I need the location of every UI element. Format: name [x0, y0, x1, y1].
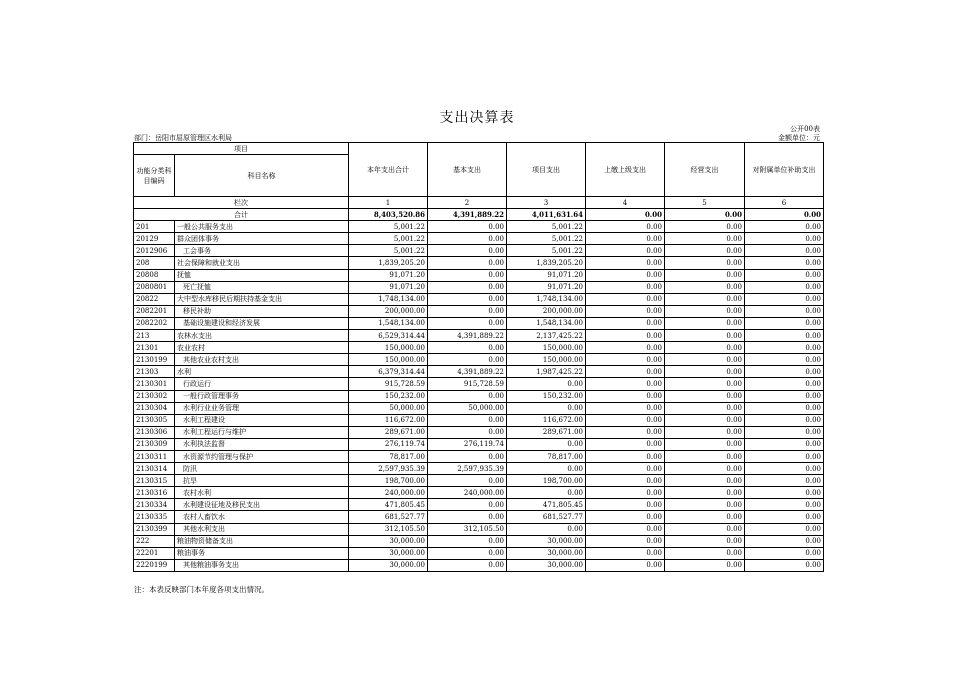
- row-value: 150,000.00: [349, 354, 428, 366]
- row-value: 0.00: [745, 330, 824, 342]
- table-row: [134, 547, 824, 559]
- row-value: 681,527.77: [507, 511, 586, 523]
- row-value: 0.00: [428, 305, 507, 317]
- row-value: 0.00: [745, 221, 824, 233]
- total-row: [134, 209, 824, 221]
- row-name: 其他粮油事务支出: [175, 559, 349, 571]
- row-value: 0.00: [586, 354, 665, 366]
- row-value: 312,105.50: [428, 523, 507, 535]
- table-row: [134, 414, 824, 426]
- row-value: 471,805.45: [507, 499, 586, 511]
- row-name: 农村水利: [175, 487, 349, 499]
- table-row: [134, 221, 824, 233]
- row-code: 2012906: [134, 245, 175, 257]
- table-row: [134, 402, 824, 414]
- row-value: 0.00: [745, 245, 824, 257]
- row-value: 198,700.00: [349, 475, 428, 487]
- row-value: 0.00: [428, 390, 507, 402]
- row-code: 2130399: [134, 523, 175, 535]
- row-value: 0.00: [665, 233, 745, 245]
- table-row: [134, 354, 824, 366]
- row-value: 30,000.00: [349, 535, 428, 547]
- row-value: 0.00: [665, 317, 745, 329]
- row-value: 0.00: [745, 511, 824, 523]
- row-value: 30,000.00: [349, 547, 428, 559]
- header-basic: 基本支出: [428, 143, 507, 197]
- row-value: 0.00: [586, 499, 665, 511]
- table-row: [134, 330, 824, 342]
- row-value: 0.00: [586, 366, 665, 378]
- row-value: 5,001.22: [507, 233, 586, 245]
- row-value: 4,391,889.22: [428, 330, 507, 342]
- table-row: [134, 390, 824, 402]
- row-code: 2130304: [134, 402, 175, 414]
- row-value: 6,529,314.44: [349, 330, 428, 342]
- header-func-code: 功能分类科目编码: [134, 155, 175, 197]
- column-index-label: 栏次: [134, 197, 349, 209]
- table-row: [134, 487, 824, 499]
- row-name: 抗旱: [175, 475, 349, 487]
- row-value: 30,000.00: [507, 547, 586, 559]
- row-value: 0.00: [665, 402, 745, 414]
- row-value: 0.00: [665, 463, 745, 475]
- row-value: 0.00: [428, 281, 507, 293]
- row-name: 水利工程运行与维护: [175, 426, 349, 438]
- table-row: [134, 499, 824, 511]
- row-value: 0.00: [665, 450, 745, 462]
- table-row: [134, 535, 824, 547]
- column-index: 2: [428, 197, 507, 209]
- unit-label: 金额单位：元: [778, 134, 820, 142]
- row-value: 2,597,935.39: [428, 463, 507, 475]
- row-value: 0.00: [665, 305, 745, 317]
- row-name: 农业农村: [175, 342, 349, 354]
- row-value: 0.00: [665, 414, 745, 426]
- row-value: 0.00: [745, 257, 824, 269]
- row-name: 水利建设征地及移民支出: [175, 499, 349, 511]
- row-name: 水利行业业务管理: [175, 402, 349, 414]
- row-name: 抚恤: [175, 269, 349, 281]
- total-value: 0.00: [745, 209, 824, 221]
- row-value: 0.00: [586, 426, 665, 438]
- row-value: 1,748,134.00: [349, 293, 428, 305]
- row-code: 2130305: [134, 414, 175, 426]
- row-value: 0.00: [586, 438, 665, 450]
- row-code: 2130334: [134, 499, 175, 511]
- row-value: 5,001.22: [349, 221, 428, 233]
- header-project: 项目: [134, 143, 349, 155]
- row-value: 0.00: [586, 402, 665, 414]
- row-value: 0.00: [745, 426, 824, 438]
- table-row: [134, 475, 824, 487]
- row-value: 0.00: [586, 414, 665, 426]
- row-value: 312,105.50: [349, 523, 428, 535]
- row-value: 0.00: [665, 499, 745, 511]
- row-value: 91,071.20: [349, 281, 428, 293]
- row-value: 5,001.22: [349, 245, 428, 257]
- row-value: 1,548,134.00: [507, 317, 586, 329]
- row-value: 0.00: [586, 233, 665, 245]
- row-code: 2130302: [134, 390, 175, 402]
- table-row: [134, 438, 824, 450]
- row-value: 1,839,205.20: [349, 257, 428, 269]
- row-name: 基础设施建设和经济发展: [175, 317, 349, 329]
- row-value: 0.00: [745, 402, 824, 414]
- row-value: 91,071.20: [507, 281, 586, 293]
- row-name: 防汛: [175, 463, 349, 475]
- row-value: 0.00: [428, 450, 507, 462]
- row-value: 30,000.00: [349, 559, 428, 571]
- row-name: 粮油物资储备支出: [175, 535, 349, 547]
- row-value: 0.00: [586, 475, 665, 487]
- row-code: 21301: [134, 342, 175, 354]
- row-code: 2082202: [134, 317, 175, 329]
- row-value: 0.00: [586, 317, 665, 329]
- header-total: 本年支出合计: [349, 143, 428, 197]
- table-row: [134, 523, 824, 535]
- row-code: 201: [134, 221, 175, 233]
- row-value: 0.00: [665, 378, 745, 390]
- row-name: 其他水利支出: [175, 523, 349, 535]
- row-value: 0.00: [586, 523, 665, 535]
- row-value: 289,671.00: [507, 426, 586, 438]
- row-name: 水利工程建设: [175, 414, 349, 426]
- table-row: [134, 366, 824, 378]
- row-value: 681,527.77: [349, 511, 428, 523]
- row-value: 0.00: [586, 305, 665, 317]
- row-value: 0.00: [745, 487, 824, 499]
- row-value: 2,137,425.22: [507, 330, 586, 342]
- table-row: [134, 342, 824, 354]
- row-value: 78,817.00: [507, 450, 586, 462]
- row-value: 0.00: [665, 390, 745, 402]
- row-value: 0.00: [507, 487, 586, 499]
- row-value: 0.00: [586, 487, 665, 499]
- total-value: 4,391,889.22: [428, 209, 507, 221]
- row-code: 2130335: [134, 511, 175, 523]
- row-value: 0.00: [428, 499, 507, 511]
- row-value: 0.00: [745, 559, 824, 571]
- row-name: 粮油事务: [175, 547, 349, 559]
- table-row: [134, 450, 824, 462]
- row-value: 0.00: [745, 535, 824, 547]
- row-value: 0.00: [745, 499, 824, 511]
- column-index: 4: [586, 197, 665, 209]
- row-value: 0.00: [665, 257, 745, 269]
- row-value: 0.00: [665, 426, 745, 438]
- row-value: 0.00: [428, 414, 507, 426]
- row-value: 0.00: [586, 463, 665, 475]
- total-value: 4,011,631.64: [507, 209, 586, 221]
- row-value: 0.00: [586, 559, 665, 571]
- row-value: 0.00: [665, 221, 745, 233]
- row-value: 0.00: [745, 269, 824, 281]
- table-row: [134, 511, 824, 523]
- row-code: 208: [134, 257, 175, 269]
- table-row: [134, 293, 824, 305]
- row-value: 200,000.00: [349, 305, 428, 317]
- row-value: 0.00: [745, 523, 824, 535]
- row-value: 0.00: [745, 293, 824, 305]
- table-row: [134, 317, 824, 329]
- row-value: 0.00: [665, 281, 745, 293]
- row-value: 150,232.00: [349, 390, 428, 402]
- row-value: 289,671.00: [349, 426, 428, 438]
- row-value: 0.00: [428, 245, 507, 257]
- row-value: 150,232.00: [507, 390, 586, 402]
- row-value: 198,700.00: [507, 475, 586, 487]
- row-code: 2130309: [134, 438, 175, 450]
- row-name: 一般公共服务支出: [175, 221, 349, 233]
- row-code: 2080801: [134, 281, 175, 293]
- row-name: 工会事务: [175, 245, 349, 257]
- row-value: 0.00: [665, 293, 745, 305]
- table-row: [134, 281, 824, 293]
- row-name: 大中型水库移民后期扶持基金支出: [175, 293, 349, 305]
- row-value: 4,391,889.22: [428, 366, 507, 378]
- row-value: 0.00: [665, 511, 745, 523]
- row-value: 0.00: [745, 438, 824, 450]
- row-value: 0.00: [428, 257, 507, 269]
- row-value: 0.00: [745, 233, 824, 245]
- column-index: 6: [745, 197, 824, 209]
- row-name: 死亡抚恤: [175, 281, 349, 293]
- row-value: 0.00: [665, 330, 745, 342]
- row-value: 91,071.20: [349, 269, 428, 281]
- header-subject-name: 科目名称: [175, 155, 349, 197]
- row-value: 6,379,314.44: [349, 366, 428, 378]
- row-code: 213: [134, 330, 175, 342]
- row-value: 0.00: [665, 523, 745, 535]
- total-label: 合计: [134, 209, 349, 221]
- header-project-expense: 项目支出: [507, 143, 586, 197]
- row-value: 0.00: [507, 402, 586, 414]
- row-value: 0.00: [745, 342, 824, 354]
- row-code: 2082201: [134, 305, 175, 317]
- row-value: 0.00: [745, 354, 824, 366]
- row-name: 水利执法监督: [175, 438, 349, 450]
- column-index: 3: [507, 197, 586, 209]
- row-value: 915,728.59: [349, 378, 428, 390]
- row-value: 0.00: [586, 547, 665, 559]
- row-value: 0.00: [665, 475, 745, 487]
- row-code: 222: [134, 535, 175, 547]
- page-title: 支出决算表: [439, 110, 515, 126]
- row-value: 0.00: [428, 547, 507, 559]
- row-value: 0.00: [428, 559, 507, 571]
- header-business: 经营支出: [665, 143, 745, 197]
- row-value: 0.00: [428, 426, 507, 438]
- row-value: 240,000.00: [428, 487, 507, 499]
- row-value: 0.00: [745, 414, 824, 426]
- row-name: 其他农业农村支出: [175, 354, 349, 366]
- row-value: 116,672.00: [507, 414, 586, 426]
- row-value: 5,001.22: [507, 245, 586, 257]
- table-row: [134, 305, 824, 317]
- row-value: 0.00: [665, 354, 745, 366]
- row-name: 水资源节约管理与保护: [175, 450, 349, 462]
- row-code: 2130316: [134, 487, 175, 499]
- row-code: 2130315: [134, 475, 175, 487]
- row-value: 0.00: [586, 450, 665, 462]
- row-value: 1,548,134.00: [349, 317, 428, 329]
- row-value: 0.00: [586, 221, 665, 233]
- row-value: 0.00: [586, 293, 665, 305]
- row-name: 社会保障和就业支出: [175, 257, 349, 269]
- row-value: 30,000.00: [507, 559, 586, 571]
- footnote: 注：本表反映部门本年度各项支出情况。: [134, 585, 269, 594]
- row-value: 0.00: [428, 221, 507, 233]
- row-value: 0.00: [428, 269, 507, 281]
- row-value: 0.00: [507, 463, 586, 475]
- total-value: 0.00: [665, 209, 745, 221]
- column-index: 5: [665, 197, 745, 209]
- row-value: 0.00: [745, 317, 824, 329]
- row-value: 116,672.00: [349, 414, 428, 426]
- row-value: 0.00: [507, 438, 586, 450]
- row-name: 农村人畜饮水: [175, 511, 349, 523]
- row-value: 0.00: [428, 293, 507, 305]
- row-value: 0.00: [586, 535, 665, 547]
- row-value: 150,000.00: [507, 342, 586, 354]
- row-value: 0.00: [745, 463, 824, 475]
- row-value: 150,000.00: [349, 342, 428, 354]
- table-row: [134, 269, 824, 281]
- total-value: 8,403,520.86: [349, 209, 428, 221]
- department-label: 部门：岳阳市屈原管理区水利局: [134, 134, 232, 142]
- row-value: 1,748,134.00: [507, 293, 586, 305]
- row-value: 0.00: [665, 245, 745, 257]
- expenditure-table: [133, 142, 824, 572]
- row-value: 50,000.00: [349, 402, 428, 414]
- row-value: 0.00: [665, 269, 745, 281]
- row-value: 0.00: [586, 378, 665, 390]
- row-code: 20822: [134, 293, 175, 305]
- row-value: 0.00: [428, 233, 507, 245]
- row-value: 0.00: [586, 269, 665, 281]
- row-code: 2130199: [134, 354, 175, 366]
- row-value: 30,000.00: [507, 535, 586, 547]
- row-value: 0.00: [586, 245, 665, 257]
- row-code: 2130306: [134, 426, 175, 438]
- row-value: 1,839,205.20: [507, 257, 586, 269]
- table-row: [134, 245, 824, 257]
- row-name: 群众团体事务: [175, 233, 349, 245]
- row-value: 0.00: [745, 450, 824, 462]
- row-name: 一般行政管理事务: [175, 390, 349, 402]
- row-value: 0.00: [586, 330, 665, 342]
- table-row: [134, 378, 824, 390]
- row-value: 0.00: [665, 342, 745, 354]
- row-value: 0.00: [745, 475, 824, 487]
- row-value: 471,805.45: [349, 499, 428, 511]
- row-value: 0.00: [586, 281, 665, 293]
- row-name: 移民补助: [175, 305, 349, 317]
- table-row: [134, 559, 824, 571]
- row-value: 2,597,935.39: [349, 463, 428, 475]
- header-upper: 上缴上级支出: [586, 143, 665, 197]
- row-value: 276,119.74: [428, 438, 507, 450]
- row-value: 0.00: [665, 438, 745, 450]
- row-value: 200,000.00: [507, 305, 586, 317]
- row-code: 21303: [134, 366, 175, 378]
- row-code: 2130301: [134, 378, 175, 390]
- row-value: 0.00: [745, 378, 824, 390]
- row-value: 0.00: [586, 390, 665, 402]
- row-value: 50,000.00: [428, 402, 507, 414]
- row-value: 0.00: [665, 559, 745, 571]
- row-code: 22201: [134, 547, 175, 559]
- row-value: 0.00: [745, 390, 824, 402]
- row-name: 行政运行: [175, 378, 349, 390]
- row-value: 0.00: [745, 281, 824, 293]
- row-value: 0.00: [428, 317, 507, 329]
- row-value: 0.00: [665, 547, 745, 559]
- row-value: 0.00: [428, 342, 507, 354]
- table-row: [134, 426, 824, 438]
- row-value: 0.00: [665, 535, 745, 547]
- row-value: 0.00: [665, 366, 745, 378]
- table-row: [134, 463, 824, 475]
- row-value: 0.00: [507, 523, 586, 535]
- row-code: 2220199: [134, 559, 175, 571]
- row-value: 0.00: [428, 535, 507, 547]
- row-value: 240,000.00: [349, 487, 428, 499]
- header-subsidy: 对附属单位补助支出: [745, 143, 824, 197]
- table-row: [134, 233, 824, 245]
- row-value: 0.00: [586, 511, 665, 523]
- row-value: 150,000.00: [507, 354, 586, 366]
- row-value: 0.00: [745, 547, 824, 559]
- row-value: 78,817.00: [349, 450, 428, 462]
- row-value: 0.00: [586, 342, 665, 354]
- row-value: 0.00: [428, 511, 507, 523]
- row-value: 5,001.22: [349, 233, 428, 245]
- row-name: 水利: [175, 366, 349, 378]
- table-row: [134, 257, 824, 269]
- row-code: 20129: [134, 233, 175, 245]
- total-value: 0.00: [586, 209, 665, 221]
- row-value: 0.00: [745, 305, 824, 317]
- row-code: 2130311: [134, 450, 175, 462]
- row-value: 91,071.20: [507, 269, 586, 281]
- row-value: 915,728.59: [428, 378, 507, 390]
- row-value: 0.00: [428, 475, 507, 487]
- row-value: 5,001.22: [507, 221, 586, 233]
- row-value: 1,987,425.22: [507, 366, 586, 378]
- row-name: 农林水支出: [175, 330, 349, 342]
- row-value: 0.00: [428, 354, 507, 366]
- row-value: 0.00: [586, 257, 665, 269]
- row-code: 2130314: [134, 463, 175, 475]
- column-index: 1: [349, 197, 428, 209]
- form-code: 公开00表: [790, 125, 820, 133]
- row-value: 0.00: [745, 366, 824, 378]
- row-value: 0.00: [507, 378, 586, 390]
- row-value: 276,119.74: [349, 438, 428, 450]
- row-code: 20808: [134, 269, 175, 281]
- row-value: 0.00: [665, 487, 745, 499]
